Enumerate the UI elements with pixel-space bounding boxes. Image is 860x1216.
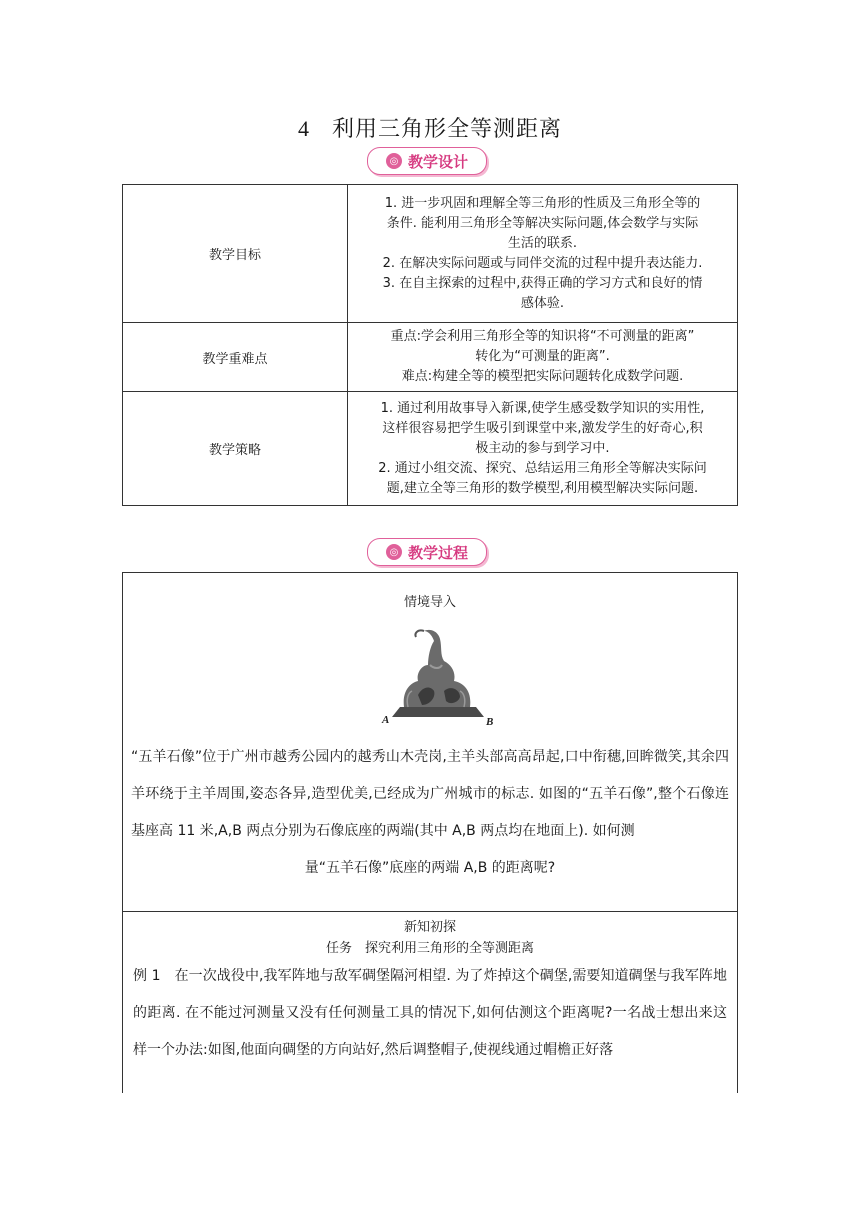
content-line: 2. 通过小组交流、探究、总结运用三角形全等解决实际问	[378, 460, 707, 476]
teaching-process-badge	[367, 538, 487, 566]
teaching-design-table	[122, 184, 738, 506]
content-line: 2. 在解决实际问题或与同伴交流的过程中提升表达能力.	[382, 255, 703, 271]
point-a-label: A	[382, 714, 390, 725]
paragraph-text: “五羊石像”位于广州市越秀公园内的越秀山木壳岗,主羊头部高高昂起,口中衔穗,回眸微笑,其余四羊环绕于主羊周围,姿态各异,造型优美,已经成为广州城市的标志. 如图的“五羊石像”,整个石像连基座高 11 米,A,B 两点分别为石像底座的两端(其中 A,B 两点均在地面上). 如何测	[131, 749, 729, 839]
row-label: 教学目标	[123, 185, 348, 323]
section-heading: 情境导入	[403, 595, 456, 610]
content-line: 转化为“可测量的距离”.	[475, 349, 610, 364]
content-line: 难点:构建全等的模型把实际问题转化成数学问题.	[401, 369, 684, 384]
row-content	[348, 185, 738, 323]
point-b-label: B	[486, 716, 494, 725]
row-label: 教学策略	[123, 392, 348, 506]
section-number: 4	[297, 116, 310, 141]
content-line: 题,建立全等三角形的数学模型,利用模型解决实际问题.	[386, 480, 699, 496]
situation-paragraph	[131, 739, 729, 887]
content-line: 极主动的参与到学习中.	[475, 440, 610, 456]
table-row	[123, 392, 738, 506]
content-line: 生活的联系.	[507, 235, 578, 251]
content-line: 条件. 能利用三角形全等解决实际问题,体会数学与实际	[386, 215, 699, 231]
new-knowledge-section	[123, 916, 737, 1069]
paragraph-last-line: 量“五羊石像”底座的两端 A,B 的距离呢?	[304, 860, 556, 876]
section-heading: 新知初探	[403, 920, 456, 935]
content-line: 1. 进一步巩固和理解全等三角形的性质及三角形全等的	[384, 195, 701, 211]
teaching-process-box	[122, 572, 738, 1093]
row-content	[348, 392, 738, 506]
five-rams-statue-image	[378, 625, 498, 725]
section-title: 利用三角形全等测距离	[331, 117, 562, 142]
content-line: 感体验.	[520, 295, 565, 311]
table-row	[123, 323, 738, 392]
example-paragraph: 例 1 在一次战役中,我军阵地与敌军碉堡隔河相望. 为了炸掉这个碉堡,需要知道碉堡与我军阵地的距离. 在不能过河测量又没有任何测量工具的情况下,如何估测这个距离呢?一名战士想出来这样一个办法:如图,他面向碉堡的方向站好,然后调整帽子,使视线通过帽檐正好落	[133, 968, 727, 1058]
page-title	[0, 112, 860, 143]
teaching-design-badge	[367, 147, 487, 175]
badge-icon: ◎	[386, 153, 402, 169]
row-content	[348, 323, 738, 392]
content-line: 3. 在自主探索的过程中,获得正确的学习方式和良好的情	[382, 275, 703, 291]
badge-label: 教学设计	[407, 152, 468, 171]
content-line: 这样很容易把学生吸引到课堂中来,激发学生的好奇心,积	[382, 420, 703, 436]
badge-label: 教学过程	[407, 543, 468, 562]
content-line: 重点:学会利用三角形全等的知识将“不可测量的距离”	[390, 329, 695, 344]
badge-icon: ◎	[386, 544, 402, 560]
content-line: 1. 通过利用故事导入新课,使学生感受数学知识的实用性,	[380, 400, 705, 416]
row-label: 教学重难点	[123, 323, 348, 392]
situation-section	[123, 573, 737, 912]
task-heading: 任务 探究利用三角形的全等测距离	[325, 941, 534, 956]
table-row	[123, 185, 738, 323]
